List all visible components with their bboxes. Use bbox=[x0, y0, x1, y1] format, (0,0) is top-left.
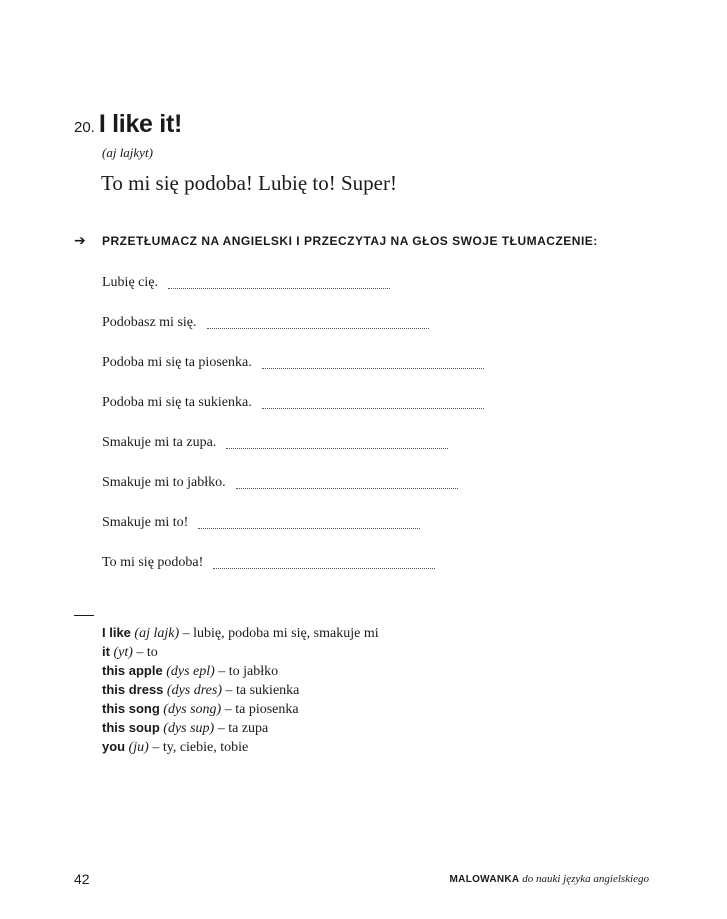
vocab-translation: – ta piosenka bbox=[224, 702, 299, 717]
vocab-entry bbox=[102, 624, 379, 643]
vocab-pronunciation: (dys sup) bbox=[163, 721, 215, 736]
vocab-term: this apple bbox=[102, 663, 163, 678]
answer-line[interactable] bbox=[207, 328, 429, 329]
exercise-item bbox=[102, 395, 484, 435]
exercise-prompt: Smakuje mi to jabłko. bbox=[102, 475, 226, 490]
vocab-pronunciation: (dys dres) bbox=[166, 683, 222, 698]
brand-tagline: do nauki języka angielskiego bbox=[522, 873, 649, 885]
vocab-translation: – to bbox=[136, 645, 158, 660]
vocab-entry bbox=[102, 700, 379, 719]
lesson-number: 20. bbox=[74, 119, 95, 136]
answer-line[interactable] bbox=[198, 528, 420, 529]
brand-name: MALOWANKA bbox=[449, 874, 520, 885]
answer-line[interactable] bbox=[236, 488, 458, 489]
vocab-translation: – lubię, podoba mi się, smakuje mi bbox=[182, 626, 379, 641]
vocab-pronunciation: (aj lajk) bbox=[134, 626, 180, 641]
vocab-term: you bbox=[102, 739, 126, 754]
vocab-term: I like bbox=[102, 625, 131, 640]
lesson-pronunciation: (aj lajkyt) bbox=[102, 145, 153, 160]
vocab-entry bbox=[102, 719, 379, 738]
exercise-item bbox=[102, 475, 484, 515]
footer-brand bbox=[450, 873, 649, 885]
vocab-term: this soup bbox=[102, 720, 160, 735]
vocab-entry bbox=[102, 643, 379, 662]
vocab-entry bbox=[102, 738, 379, 757]
vocab-pronunciation: (ju) bbox=[128, 740, 149, 755]
exercise-instruction bbox=[74, 233, 598, 249]
vocab-term: this dress bbox=[102, 682, 164, 697]
lesson-meaning: To mi się podoba! Lubię to! Super! bbox=[101, 171, 397, 195]
exercise-item bbox=[102, 315, 484, 355]
exercise-item bbox=[102, 275, 484, 315]
answer-line[interactable] bbox=[168, 288, 390, 289]
vocab-translation: – ta sukienka bbox=[225, 683, 300, 698]
vocab-pronunciation: (dys epl) bbox=[166, 664, 215, 679]
vocabulary-list bbox=[102, 624, 379, 757]
exercise-item bbox=[102, 555, 484, 595]
answer-line[interactable] bbox=[226, 448, 448, 449]
vocab-term: it bbox=[102, 644, 110, 659]
page-number: 42 bbox=[74, 871, 90, 887]
exercise-prompt: Podoba mi się ta sukienka. bbox=[102, 395, 252, 410]
vocab-translation: – to jabłko bbox=[218, 664, 279, 679]
exercise-prompt: To mi się podoba! bbox=[102, 555, 204, 570]
footnote-divider bbox=[74, 615, 94, 616]
vocab-translation: – ta zupa bbox=[217, 721, 269, 736]
instruction-text: PRZETŁUMACZ NA ANGIELSKI I PRZECZYTAJ NA GŁOS SWOJE TŁUMACZENIE: bbox=[102, 234, 598, 248]
vocab-pronunciation: (yt) bbox=[113, 645, 133, 660]
arrow-right-icon: ➔ bbox=[74, 233, 86, 249]
exercise-prompt: Smakuje mi to! bbox=[102, 515, 189, 530]
exercise-list bbox=[102, 275, 484, 595]
exercise-prompt: Lubię cię. bbox=[102, 275, 158, 290]
answer-line[interactable] bbox=[262, 368, 484, 369]
answer-line[interactable] bbox=[213, 568, 435, 569]
exercise-prompt: Podoba mi się ta piosenka. bbox=[102, 355, 252, 370]
lesson-title: I like it! bbox=[98, 110, 182, 138]
exercise-item bbox=[102, 355, 484, 395]
vocab-entry bbox=[102, 681, 379, 700]
vocab-pronunciation: (dys song) bbox=[163, 702, 222, 717]
exercise-item bbox=[102, 515, 484, 555]
lesson-heading bbox=[74, 110, 182, 139]
vocab-term: this song bbox=[102, 701, 160, 716]
exercise-prompt: Podobasz mi się. bbox=[102, 315, 197, 330]
vocab-translation: – ty, ciebie, tobie bbox=[152, 740, 249, 755]
exercise-prompt: Smakuje mi ta zupa. bbox=[102, 435, 217, 450]
exercise-item bbox=[102, 435, 484, 475]
vocab-entry bbox=[102, 662, 379, 681]
answer-line[interactable] bbox=[262, 408, 484, 409]
